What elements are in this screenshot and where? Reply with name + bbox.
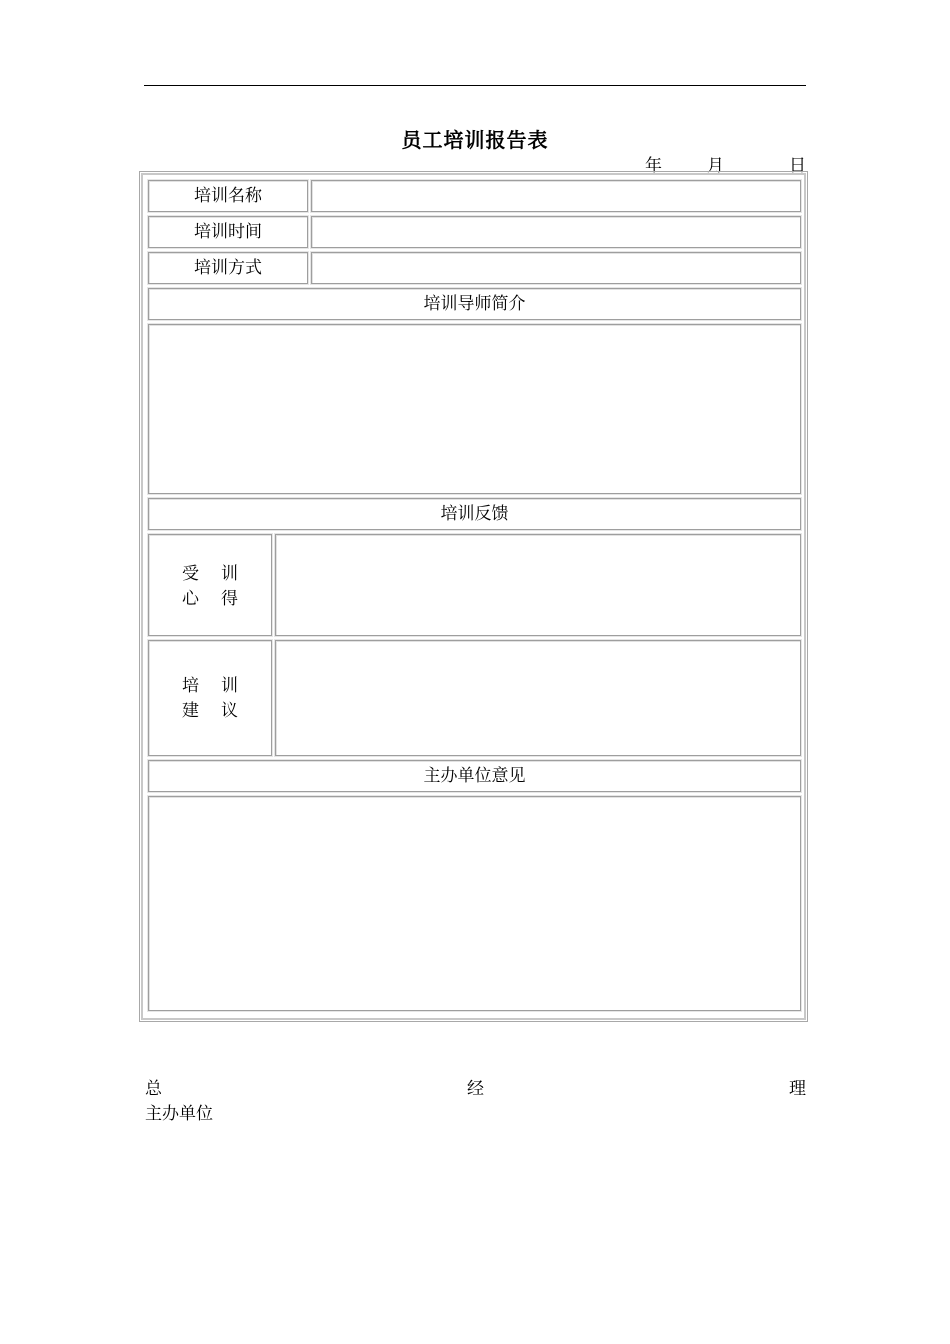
training-time-label-cell xyxy=(148,216,308,248)
organizer-opinion-heading-cell xyxy=(148,760,801,792)
organizer-signature-label: 主办单位 xyxy=(145,1104,213,1124)
experience-field[interactable] xyxy=(275,534,801,636)
feedback-heading: 培训反馈 xyxy=(440,504,509,524)
feedback-heading-cell xyxy=(148,498,801,530)
training-name-label: 培训名称 xyxy=(194,186,262,206)
suggestion-label-line2: 建议 xyxy=(182,701,260,721)
training-time-field[interactable] xyxy=(311,216,801,248)
date-year-label: 年 xyxy=(645,156,662,176)
general-manager-char-2: 经 xyxy=(467,1079,484,1099)
page-title: 员工培训报告表 xyxy=(401,128,549,152)
training-method-field[interactable] xyxy=(311,252,801,284)
instructor-intro-heading: 培训导师简介 xyxy=(423,294,526,314)
suggestion-field[interactable] xyxy=(275,640,801,756)
organizer-opinion-field[interactable] xyxy=(148,796,801,1011)
training-method-label-cell xyxy=(148,252,308,284)
organizer-opinion-heading: 主办单位意见 xyxy=(423,766,526,786)
header-rule xyxy=(144,85,806,86)
instructor-intro-heading-cell xyxy=(148,288,801,320)
training-name-field[interactable] xyxy=(311,180,801,212)
general-manager-char-3: 理 xyxy=(789,1079,806,1099)
experience-label-line2: 心得 xyxy=(182,589,260,609)
training-name-label-cell xyxy=(148,180,308,212)
experience-label-line1: 受训 xyxy=(182,564,260,584)
training-method-label: 培训方式 xyxy=(194,258,262,278)
suggestion-label-line1: 培训 xyxy=(182,676,260,696)
general-manager-char-1: 总 xyxy=(145,1079,162,1099)
training-report-form xyxy=(141,173,806,1020)
suggestion-label-cell xyxy=(148,640,272,756)
experience-label-cell xyxy=(148,534,272,636)
date-day-label: 日 xyxy=(789,156,806,176)
instructor-intro-field[interactable] xyxy=(148,324,801,494)
training-time-label: 培训时间 xyxy=(194,222,262,242)
date-month-label: 月 xyxy=(707,156,724,176)
